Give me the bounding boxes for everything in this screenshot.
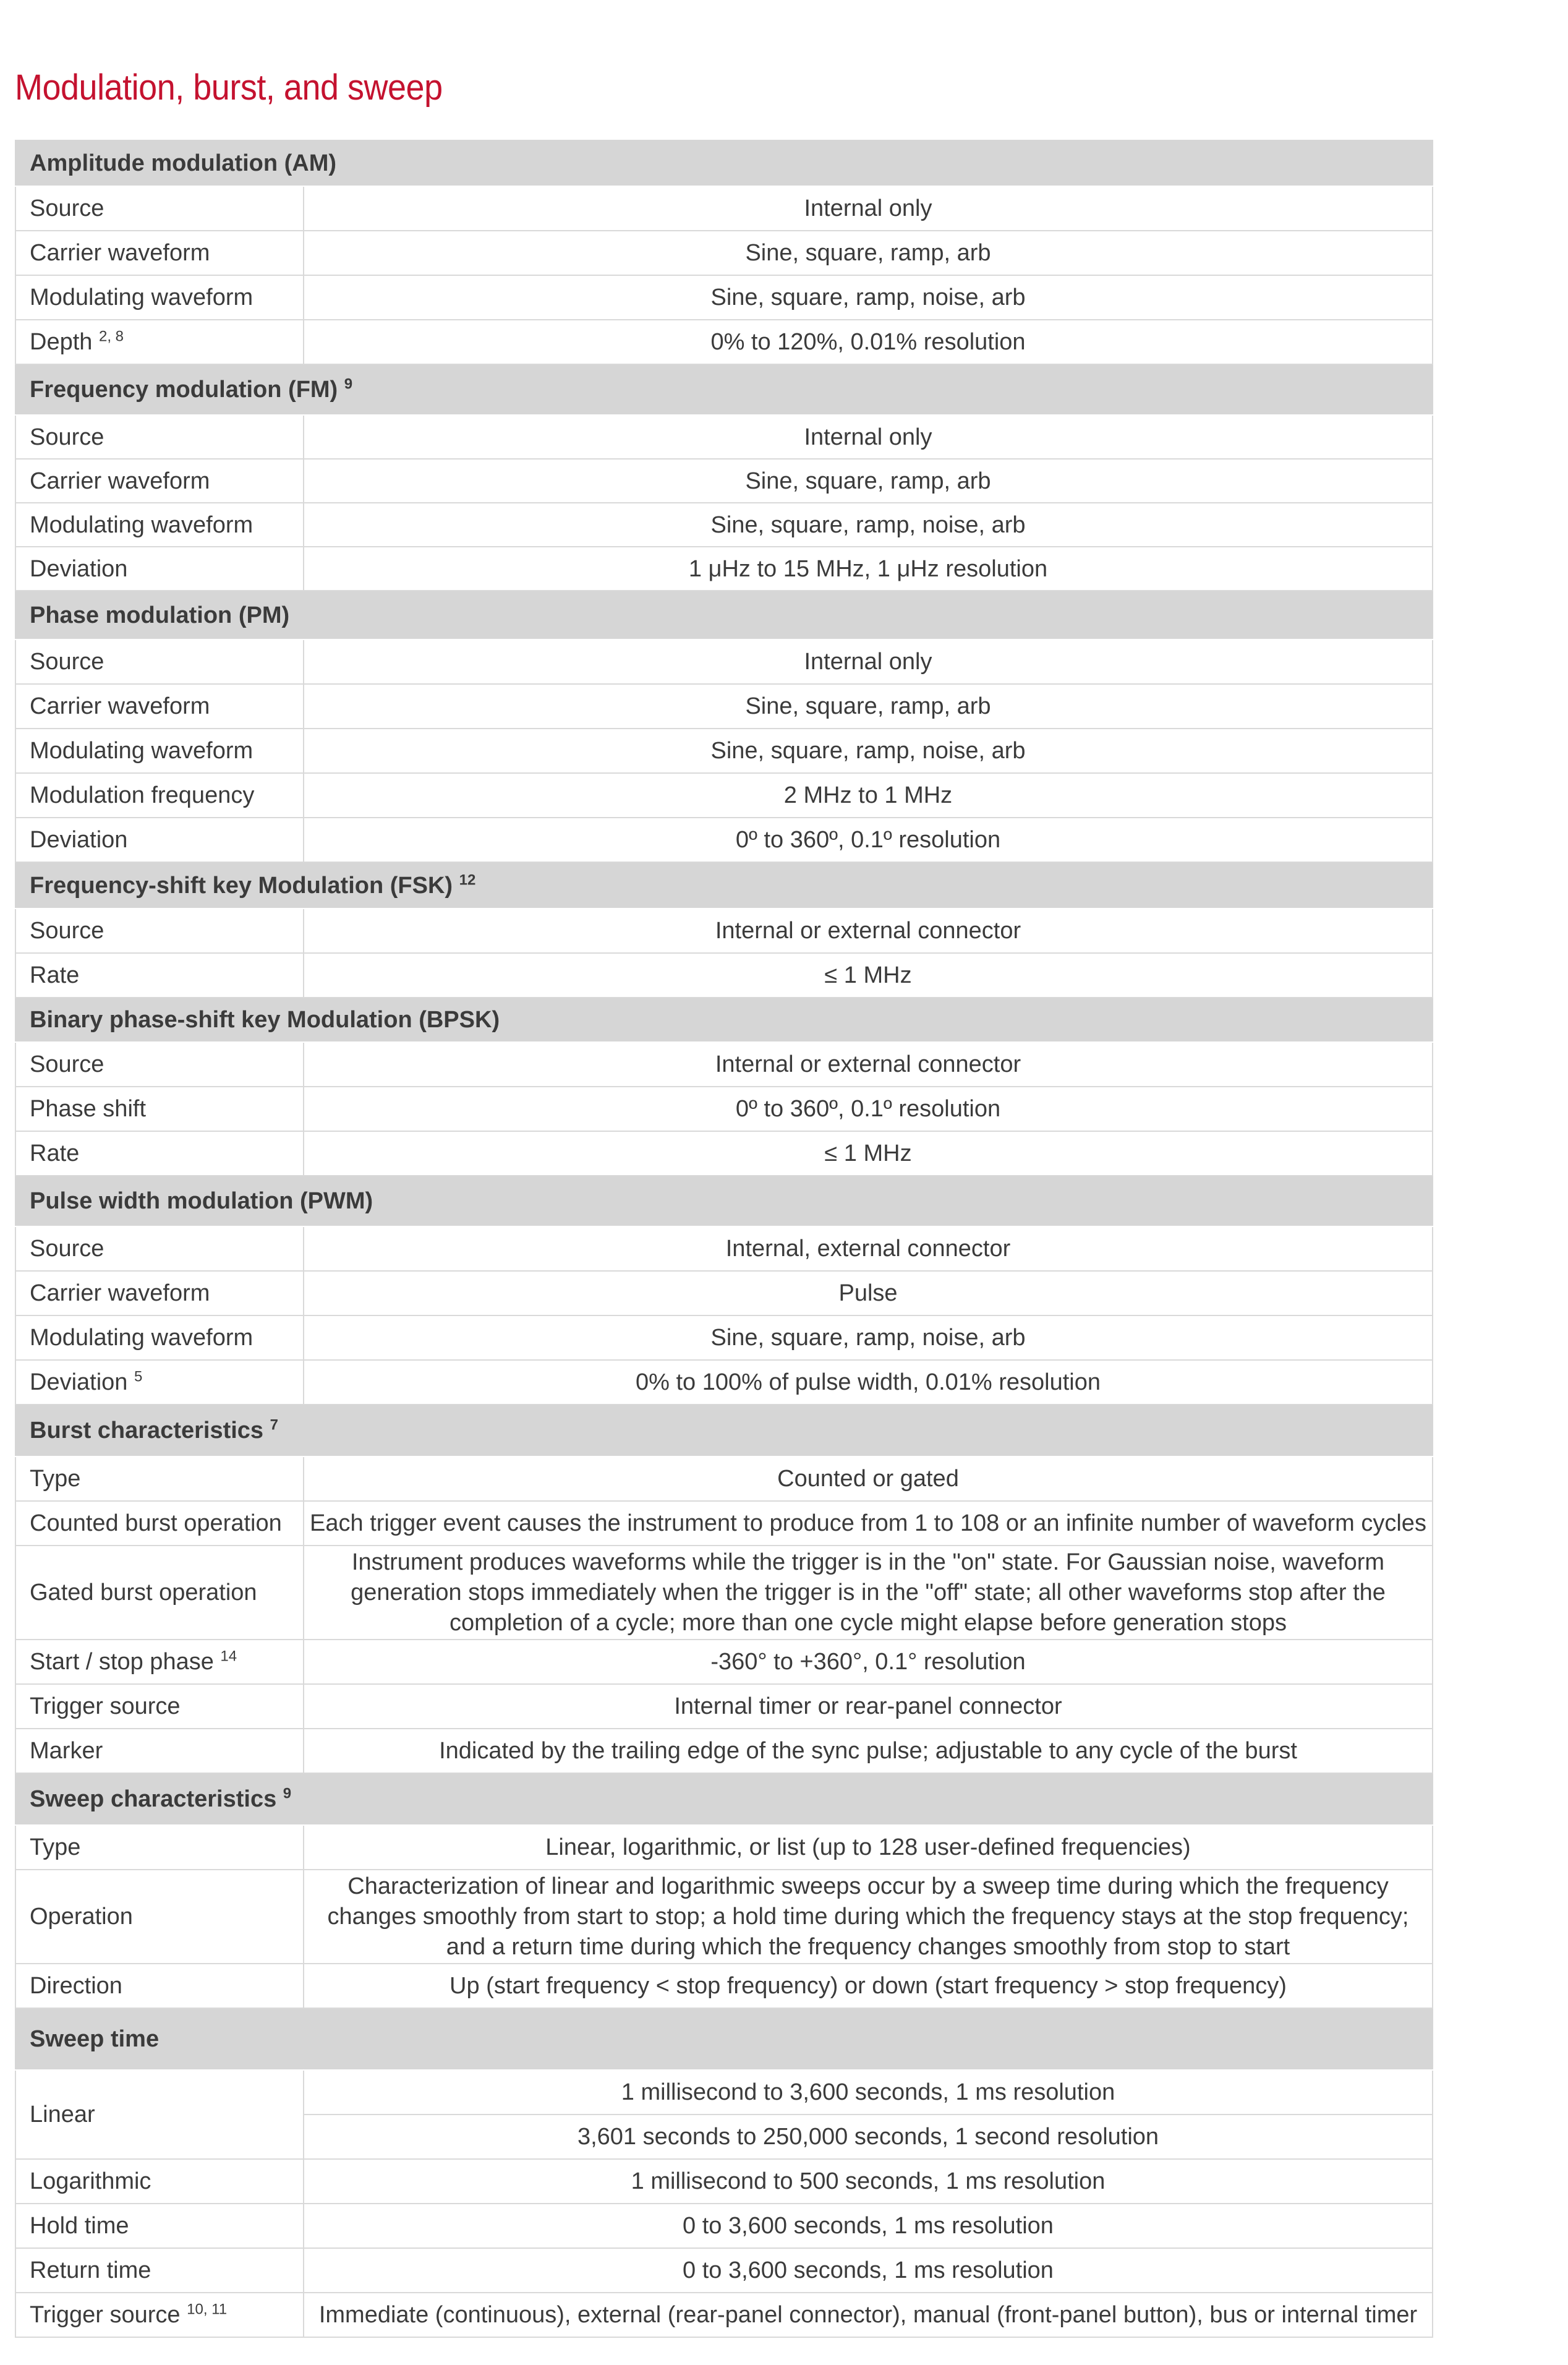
row-label: Depth $^{2, 8}$: [15, 320, 304, 364]
table-row: [15, 2248, 1433, 2293]
table-row: [15, 320, 1433, 364]
page-title: Modulation, burst, and sweep: [15, 67, 443, 108]
row-label: Modulation frequency: [15, 773, 304, 818]
row-label: Logarithmic: [15, 2159, 304, 2204]
table-row: [15, 1226, 1433, 1271]
table-row: [15, 818, 1433, 862]
row-value: Sine, square, ramp, arb: [304, 459, 1433, 503]
row-label: Deviation: [15, 818, 304, 862]
table-row: [15, 1042, 1433, 1087]
row-value: Internal, external connector: [304, 1226, 1433, 1271]
row-label: Carrier waveform: [15, 684, 304, 729]
section-title: Binary phase-shift key Modulation (BPSK): [15, 998, 1433, 1042]
table-row: [15, 1825, 1433, 1870]
footnote-ref: 7: [270, 1416, 278, 1434]
table-row: [15, 2204, 1433, 2248]
footnote-ref: 10, 11: [187, 2301, 228, 2318]
row-label: Marker: [15, 1729, 304, 1773]
row-label: Carrier waveform: [15, 1271, 304, 1315]
row-value: Sine, square, ramp, arb: [304, 231, 1433, 275]
row-value: Sine, square, ramp, noise, arb: [304, 1315, 1433, 1360]
row-label: Gated burst operation: [15, 1546, 304, 1640]
row-value: Sine, square, ramp, noise, arb: [304, 729, 1433, 773]
row-label: Source: [15, 415, 304, 459]
table-row: [15, 503, 1433, 547]
row-value: Pulse: [304, 1271, 1433, 1315]
row-value: 0º to 360º, 0.1º resolution: [304, 818, 1433, 862]
row-value: Linear, logarithmic, or list (up to 128 user-defined frequencies): [304, 1825, 1433, 1870]
section-header-sweep-time: [15, 2008, 1433, 2070]
row-value: Internal only: [304, 186, 1433, 231]
table-row: [15, 1360, 1433, 1405]
row-value: 0% to 100% of pulse width, 0.01% resolution: [304, 1360, 1433, 1405]
section-header-pm: [15, 591, 1433, 639]
row-label: Modulating waveform: [15, 275, 304, 320]
table-row: [15, 1684, 1433, 1729]
row-label: Linear: [15, 2070, 304, 2159]
row-value: 0 to 3,600 seconds, 1 ms resolution: [304, 2204, 1433, 2248]
section-title: Burst characteristics $^7$: [15, 1405, 1433, 1456]
section-title: Amplitude modulation (AM): [15, 140, 1433, 186]
row-value: 0º to 360º, 0.1º resolution: [304, 1087, 1433, 1131]
row-value: Internal timer or rear-panel connector: [304, 1684, 1433, 1729]
footnote-ref: 9: [344, 375, 353, 393]
row-label: Source: [15, 1042, 304, 1087]
row-label: Carrier waveform: [15, 459, 304, 503]
row-value: Sine, square, ramp, noise, arb: [304, 275, 1433, 320]
row-value: -360° to +360°, 0.1° resolution: [304, 1640, 1433, 1684]
row-value: 2 MHz to 1 MHz: [304, 773, 1433, 818]
footnote-ref: 5: [134, 1368, 143, 1385]
table-row: [15, 729, 1433, 773]
row-label: Source: [15, 186, 304, 231]
row-value: Immediate (continuous), external (rear-panel connector), manual (front-panel button), bus or internal timer: [304, 2293, 1433, 2337]
table-row: [15, 909, 1433, 953]
table-row: [15, 1315, 1433, 1360]
table-row: [15, 2159, 1433, 2204]
row-value: 1 millisecond to 500 seconds, 1 ms resolution: [304, 2159, 1433, 2204]
section-title: Phase modulation (PM): [15, 591, 1433, 639]
row-label: Hold time: [15, 2204, 304, 2248]
table-row: [15, 1640, 1433, 1684]
row-value: Sine, square, ramp, noise, arb: [304, 503, 1433, 547]
row-label: Trigger source: [15, 1684, 304, 1729]
row-value: 0 to 3,600 seconds, 1 ms resolution: [304, 2248, 1433, 2293]
table-row: [15, 1501, 1433, 1546]
table-row: [15, 1456, 1433, 1501]
row-label: Operation: [15, 1870, 304, 1964]
table-row: [15, 953, 1433, 998]
row-value: Counted or gated: [304, 1456, 1433, 1501]
row-label: Deviation: [15, 547, 304, 591]
row-label: Source: [15, 639, 304, 684]
row-label: Phase shift: [15, 1087, 304, 1131]
section-title: Sweep time: [15, 2008, 1433, 2070]
section-header-sweep: [15, 1773, 1433, 1825]
table-row: [15, 684, 1433, 729]
section-header-fsk: [15, 862, 1433, 909]
table-row: [15, 186, 1433, 231]
table-row: [15, 231, 1433, 275]
row-label: Modulating waveform: [15, 729, 304, 773]
table-row: [15, 1729, 1433, 1773]
section-title: Sweep characteristics $^9$: [15, 1773, 1433, 1825]
row-label: Deviation $^5$: [15, 1360, 304, 1405]
table-row: [15, 275, 1433, 320]
row-value: Each trigger event causes the instrument to produce from 1 to 108 or an infinite number of waveform cycles: [304, 1501, 1433, 1546]
row-label: Source: [15, 1226, 304, 1271]
table-row: [15, 1870, 1433, 1964]
row-value: Internal only: [304, 639, 1433, 684]
row-label: Trigger source $^{10, 11}$: [15, 2293, 304, 2337]
table-row: [15, 1546, 1433, 1640]
section-header-pwm: [15, 1176, 1433, 1226]
row-value: 1 millisecond to 3,600 seconds, 1 ms resolution: [304, 2070, 1433, 2115]
row-label: Type: [15, 1825, 304, 1870]
section-title: Pulse width modulation (PWM): [15, 1176, 1433, 1226]
table-row: [15, 459, 1433, 503]
table-row: [15, 1087, 1433, 1131]
section-header-burst: [15, 1405, 1433, 1456]
table-row: [15, 2070, 1433, 2115]
row-label: Modulating waveform: [15, 1315, 304, 1360]
row-label: Counted burst operation: [15, 1501, 304, 1546]
row-value: Internal only: [304, 415, 1433, 459]
row-label: Rate: [15, 953, 304, 998]
table-row: [15, 1271, 1433, 1315]
row-value: ≤ 1 MHz: [304, 953, 1433, 998]
table-row: [15, 415, 1433, 459]
row-value: Characterization of linear and logarithmic sweeps occur by a sweep time during which the frequency changes smoothly from start to stop; a hold time during which the frequency stays at the stop frequency; and a return time during which the frequency changes smoothly from stop to start: [304, 1870, 1433, 1964]
row-value: 0% to 120%, 0.01% resolution: [304, 320, 1433, 364]
row-label: Return time: [15, 2248, 304, 2293]
section-header-bpsk: [15, 998, 1433, 1042]
row-label: Modulating waveform: [15, 503, 304, 547]
row-label: Source: [15, 909, 304, 953]
table-row: [15, 1964, 1433, 2008]
row-value: Up (start frequency < stop frequency) or down (start frequency > stop frequency): [304, 1964, 1433, 2008]
row-value: Internal or external connector: [304, 909, 1433, 953]
row-value: Indicated by the trailing edge of the sync pulse; adjustable to any cycle of the burst: [304, 1729, 1433, 1773]
row-value: Instrument produces waveforms while the trigger is in the "on" state. For Gaussian noise, waveform generation stops immediately when the trigger is in the "off" state; all other waveforms stop after the completion of a cycle; more than one cycle might elapse before generation stops: [304, 1546, 1433, 1640]
row-label: Start / stop phase $^{14}$: [15, 1640, 304, 1684]
footnote-ref: 12: [459, 871, 476, 888]
table-row: [15, 2293, 1433, 2337]
footnote-ref: 14: [220, 1648, 237, 1665]
footnote-ref: 9: [283, 1785, 292, 1802]
row-label: Direction: [15, 1964, 304, 2008]
row-label: Carrier waveform: [15, 231, 304, 275]
row-label: Rate: [15, 1131, 304, 1176]
section-title: Frequency-shift key Modulation (FSK) $^{12}$: [15, 862, 1433, 909]
table-row: [15, 639, 1433, 684]
section-header-fm: [15, 364, 1433, 415]
row-value: 1 μHz to 15 MHz, 1 μHz resolution: [304, 547, 1433, 591]
row-value: ≤ 1 MHz: [304, 1131, 1433, 1176]
table-row: [15, 1131, 1433, 1176]
row-value: Sine, square, ramp, arb: [304, 684, 1433, 729]
section-header-am: [15, 140, 1433, 186]
row-value: Internal or external connector: [304, 1042, 1433, 1087]
row-label: Type: [15, 1456, 304, 1501]
section-title: Frequency modulation (FM) $^9$: [15, 364, 1433, 415]
row-value: 3,601 seconds to 250,000 seconds, 1 second resolution: [304, 2115, 1433, 2159]
table-row: [15, 547, 1433, 591]
table-row: [15, 773, 1433, 818]
footnote-ref: 2, 8: [98, 328, 124, 345]
spec-table: [15, 140, 1433, 2338]
